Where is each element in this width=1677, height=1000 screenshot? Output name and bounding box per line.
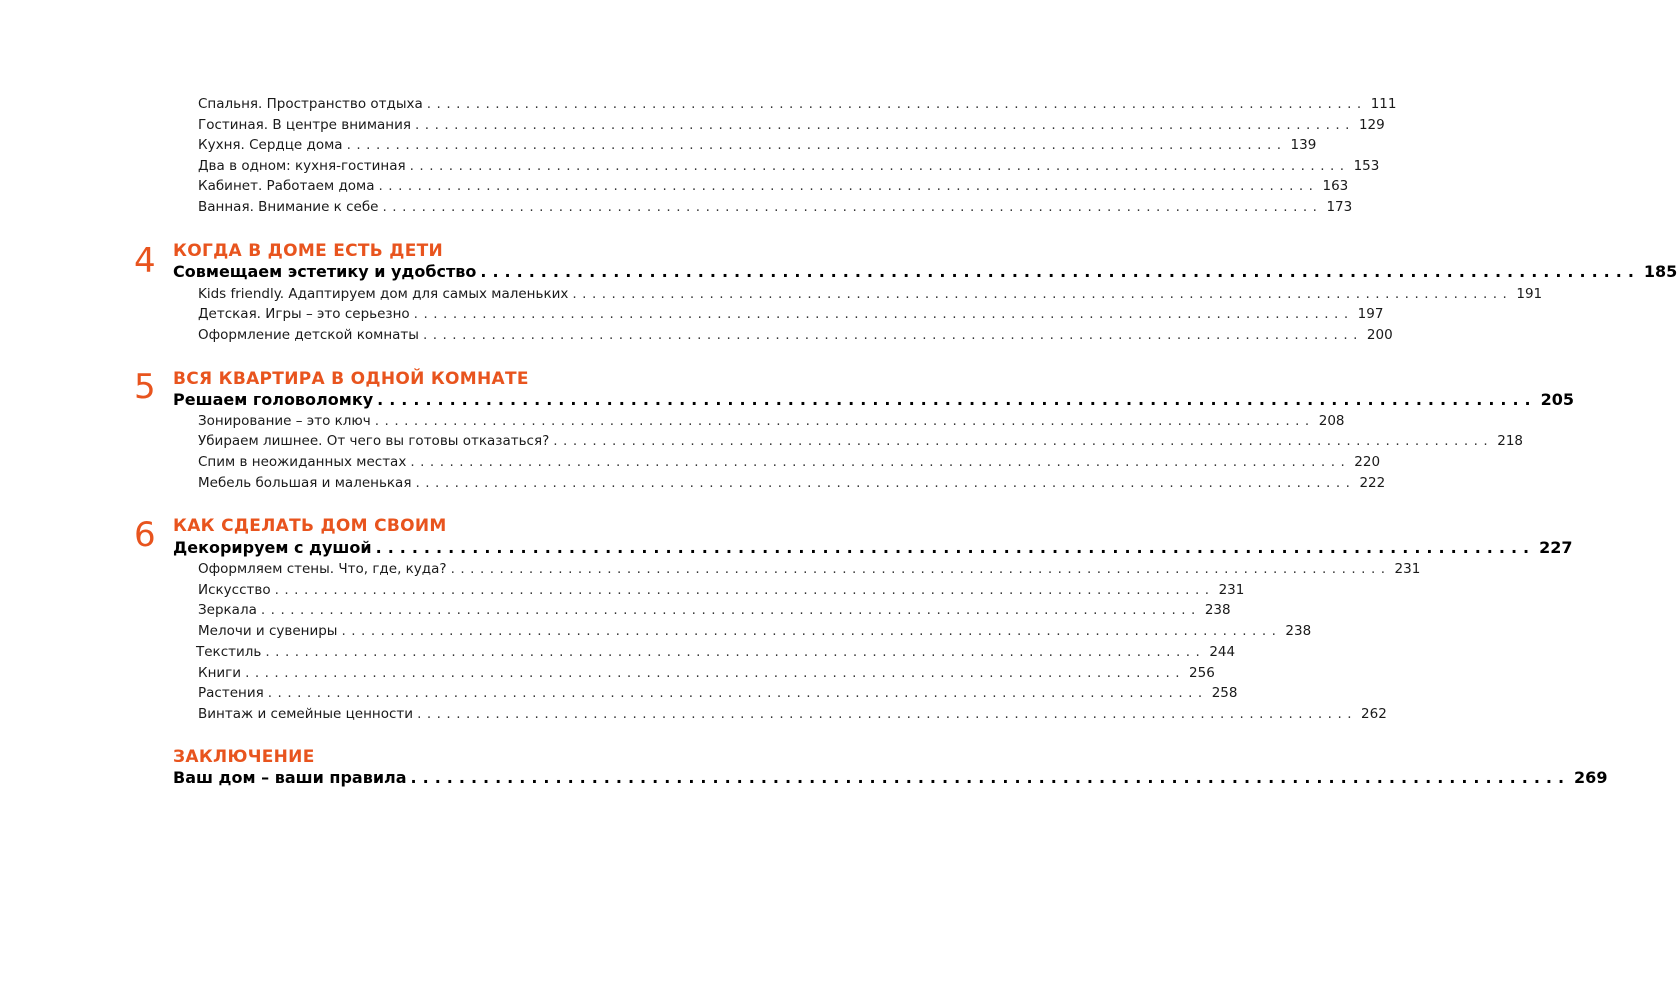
dot-leader: ................................................................................................ (346, 137, 1287, 153)
dot-leader: ................................................................................................ (415, 475, 1356, 491)
toc-entry[interactable] (198, 704, 1387, 724)
chapter-title[interactable]: КОГДА В ДОМЕ ЕСТЬ ДЕТИ (173, 241, 444, 261)
dot-leader: ................................................................................................ (572, 286, 1513, 302)
dot-leader: ................................................................................................ (415, 117, 1355, 133)
toc-entry-page: 111 (1370, 96, 1397, 112)
dot-leader: ................................................................................................ (413, 306, 1354, 322)
toc-entry[interactable] (198, 156, 1380, 176)
toc-section-entry[interactable] (173, 388, 1575, 412)
toc-entry-title: Детская. Игры – это серьезно (198, 306, 410, 322)
toc-entry[interactable] (198, 663, 1215, 683)
toc-entry[interactable] (198, 284, 1543, 304)
toc-entry-title: Ванная. Внимание к себе (198, 199, 379, 215)
dot-leader: ................................................................................................ (267, 685, 1208, 701)
toc-entry-page: 129 (1358, 117, 1385, 133)
toc-entry[interactable] (198, 600, 1231, 620)
chapter-number: 5 (134, 367, 156, 407)
toc-entry[interactable] (198, 559, 1421, 579)
toc-entry-page: 238 (1204, 602, 1231, 618)
toc-entry[interactable] (198, 94, 1397, 114)
toc-section-entry[interactable] (173, 536, 1573, 560)
toc-entry-page: 139 (1290, 137, 1317, 153)
toc-entry-page: 153 (1353, 158, 1380, 174)
toc-entry[interactable] (198, 135, 1317, 155)
dot-leader: ................................................................................................ (480, 262, 1640, 281)
toc-entry[interactable] (198, 325, 1393, 345)
toc-entry-page: 256 (1189, 665, 1215, 681)
toc-entry-page: 258 (1211, 685, 1238, 701)
chapter-title[interactable]: ВСЯ КВАРТИРА В ОДНОЙ КОМНАТЕ (173, 369, 529, 389)
toc-entry-page: 244 (1209, 644, 1236, 660)
toc-section-title: Решаем головоломку (173, 390, 374, 409)
toc-entry-page: 163 (1322, 178, 1349, 194)
dot-leader: ................................................................................................ (274, 582, 1215, 598)
toc-entry-title: Искусство (198, 582, 271, 598)
toc-entry-title: Мебель большая и маленькая (198, 475, 412, 491)
toc-section-entry[interactable] (173, 766, 1608, 790)
toc-entry-page: 191 (1516, 286, 1543, 302)
toc-entry[interactable] (198, 621, 1312, 641)
toc-entry-title: Спим в неожиданных местах (198, 454, 407, 470)
dot-leader: ................................................................................................ (378, 178, 1319, 194)
toc-entry[interactable] (196, 642, 1236, 662)
dot-leader: ................................................................................................ (377, 390, 1537, 409)
toc-section-page: 205 (1540, 390, 1575, 409)
toc-section-page: 269 (1574, 768, 1608, 787)
toc-section-title: Совмещаем эстетику и удобство (173, 262, 477, 281)
toc-entry-title: Убираем лишнее. От чего вы готовы отказаться? (198, 433, 550, 449)
toc-section-page: 185 (1643, 262, 1677, 281)
dot-leader: ................................................................................................ (417, 706, 1358, 722)
toc-entry[interactable] (198, 411, 1345, 431)
toc-entry-page: 238 (1285, 623, 1312, 639)
toc-entry[interactable] (198, 197, 1353, 217)
dot-leader: ................................................................................................ (450, 561, 1391, 577)
dot-leader: ................................................................................................ (260, 602, 1201, 618)
chapter-number: 4 (134, 241, 156, 281)
toc-entry-title: Зеркала (198, 602, 257, 618)
toc-entry[interactable] (198, 580, 1245, 600)
toc-entry-title: Кухня. Сердце дома (198, 137, 343, 153)
toc-entry-title: Текстиль (196, 644, 262, 660)
toc-section-title: Ваш дом – ваши правила (173, 768, 407, 787)
toc-entry-title: Оформляем стены. Что, где, куда? (198, 561, 447, 577)
dot-leader: ................................................................................................ (341, 623, 1282, 639)
toc-entry-title: Оформление детской комнаты (198, 327, 419, 343)
toc-section-page: 227 (1539, 538, 1573, 557)
toc-entry-page: 231 (1394, 561, 1421, 577)
toc-entry-page: 220 (1354, 454, 1381, 470)
toc-entry[interactable] (198, 452, 1381, 472)
dot-leader: ................................................................................................ (382, 199, 1323, 215)
dot-leader: ................................................................................................ (422, 327, 1363, 343)
toc-entry-page: 231 (1218, 582, 1245, 598)
toc-entry[interactable] (198, 683, 1238, 703)
dot-leader: ................................................................................................ (374, 413, 1315, 429)
toc-entry-page: 208 (1318, 413, 1345, 429)
dot-leader: ................................................................................................ (265, 644, 1206, 660)
toc-entry-page: 173 (1326, 199, 1353, 215)
toc-entry-title: Два в одном: кухня-гостиная (198, 158, 406, 174)
toc-entry-title: Винтаж и семейные ценности (198, 706, 414, 722)
toc-entry-title: Гостиная. В центре внимания (198, 117, 411, 133)
toc-entry[interactable] (198, 304, 1384, 324)
dot-leader: ................................................................................................ (426, 96, 1367, 112)
toc-entry-title: Мелочи и сувениры (198, 623, 338, 639)
toc-entry-page: 218 (1497, 433, 1524, 449)
chapter-title[interactable]: КАК СДЕЛАТЬ ДОМ СВОИМ (173, 516, 447, 536)
toc-entry-page: 222 (1359, 475, 1386, 491)
toc-entry[interactable] (198, 115, 1385, 135)
dot-leader: ................................................................................................ (409, 158, 1350, 174)
toc-entry-page: 197 (1357, 306, 1384, 322)
toc-entry-title: Спальня. Пространство отдыха (198, 96, 423, 112)
dot-leader: ................................................................................................ (553, 433, 1494, 449)
toc-section-entry[interactable] (173, 260, 1677, 284)
conclusion-title[interactable]: ЗАКЛЮЧЕНИЕ (173, 747, 315, 767)
toc-entry[interactable] (198, 176, 1349, 196)
toc-entry-title: Книги (198, 665, 242, 681)
toc-entry-title: Kids friendly. Адаптируем дом для самых маленьких (198, 286, 569, 302)
toc-entry[interactable] (198, 473, 1386, 493)
dot-leader: ................................................................................................ (410, 768, 1571, 787)
toc-entry-page: 200 (1366, 327, 1393, 343)
toc-entry-page: 262 (1361, 706, 1387, 722)
dot-leader: ................................................................................................ (375, 538, 1536, 557)
toc-entry[interactable] (198, 431, 1524, 451)
dot-leader: ................................................................................................ (410, 454, 1351, 470)
toc-entry-title: Зонирование – это ключ (198, 413, 371, 429)
toc-section-title: Декорируем с душой (173, 538, 372, 557)
toc-entry-title: Растения (198, 685, 264, 701)
chapter-number: 6 (134, 515, 156, 555)
dot-leader: ................................................................................................ (245, 665, 1186, 681)
toc-entry-title: Кабинет. Работаем дома (198, 178, 375, 194)
